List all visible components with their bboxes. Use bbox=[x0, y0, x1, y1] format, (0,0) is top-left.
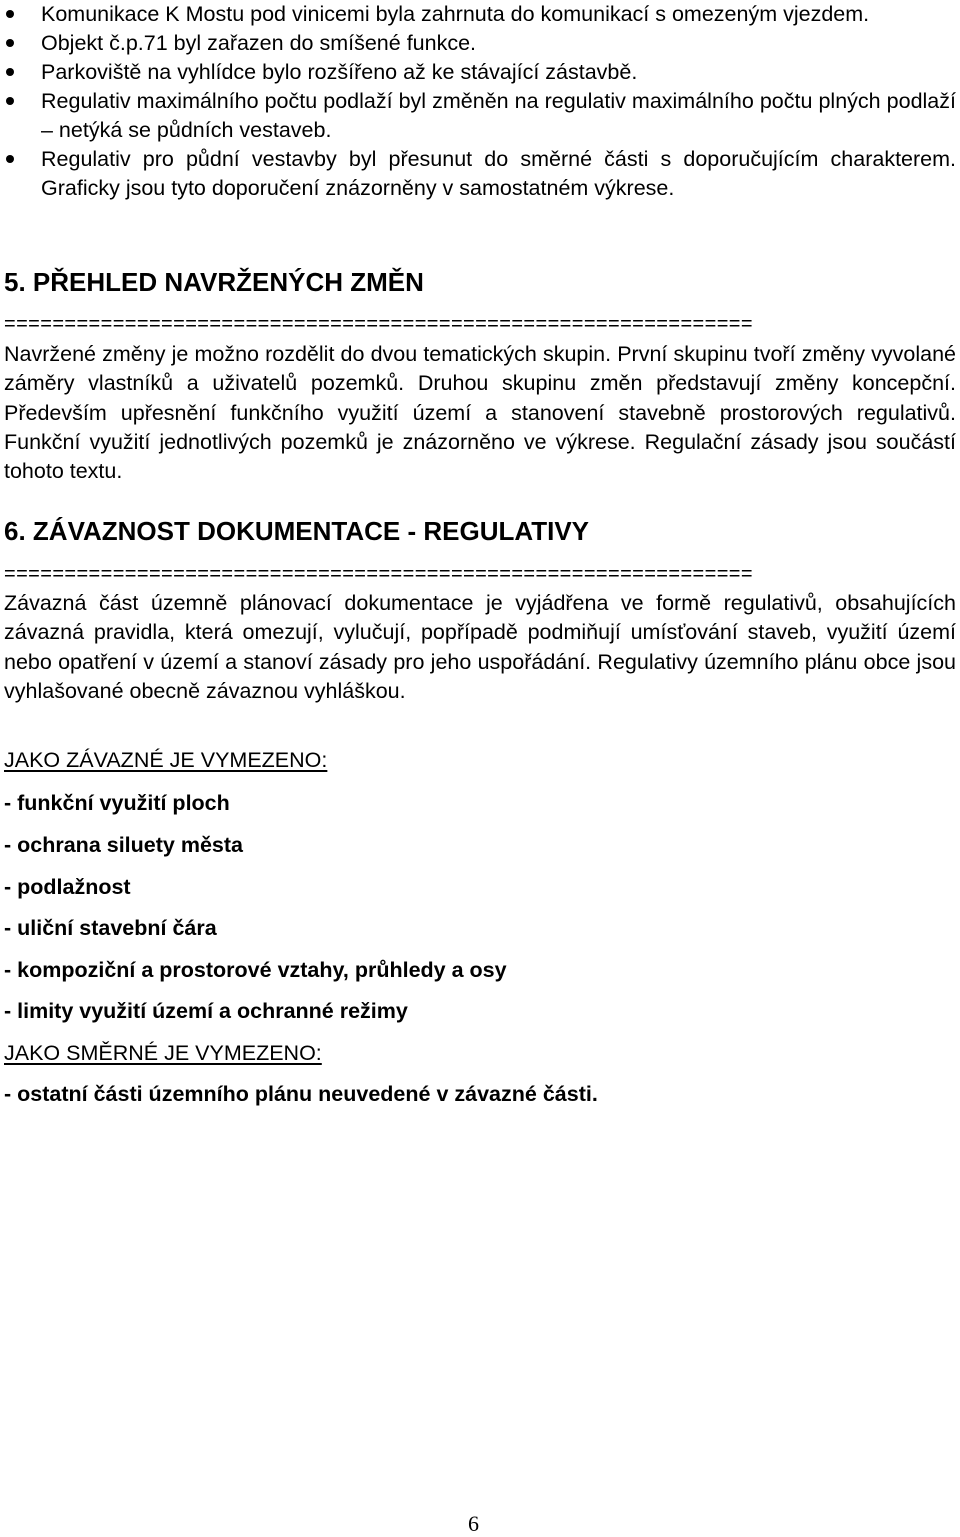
bullet-text: Komunikace K Mostu pod vinicemi byla zahrnuta do komunikací s omezeným vjezdem. bbox=[41, 2, 870, 26]
binding-heading: JAKO ZÁVAZNÉ JE VYMEZENO: bbox=[4, 748, 328, 772]
bullet-dot-icon bbox=[6, 39, 14, 47]
bullet-text: Regulativ maximálního počtu podlaží byl změněn na regulativ maximálního počtu plných podlaží – netýká se půdních vestaveb. bbox=[41, 89, 956, 142]
bullet-dot-icon bbox=[6, 97, 14, 105]
bullet-text: Objekt č.p.71 byl zařazen do smíšené funkce. bbox=[41, 31, 477, 55]
bullet-item bbox=[4, 0, 956, 29]
binding-item: - ochrana siluety města bbox=[4, 833, 243, 857]
bullet-item bbox=[4, 145, 956, 203]
binding-item: - limity využití území a ochranné režimy bbox=[4, 999, 408, 1023]
binding-item: - funkční využití ploch bbox=[4, 791, 230, 815]
section-5-title: 5. PŘEHLED NAVRŽENÝCH ZMĚN bbox=[4, 267, 424, 297]
bullet-item bbox=[4, 87, 956, 145]
bullet-text: Parkoviště na vyhlídce bylo rozšířeno až ke stávající zástavbě. bbox=[41, 60, 638, 84]
changes-bullet-list bbox=[4, 0, 956, 203]
bullet-text: Regulativ pro půdní vestavby byl přesunut do směrné části s doporučujícím charakterem. Graficky jsou tyto doporučení znázorněny v samostatném výkrese. bbox=[41, 147, 956, 200]
bullet-item bbox=[4, 58, 956, 87]
bullet-item bbox=[4, 29, 956, 58]
bullet-dot-icon bbox=[6, 10, 14, 18]
section-5-paragraph: Navržené změny je možno rozdělit do dvou tematických skupin. První skupinu tvoří změny vyvolané záměry vlastníků a uživatelů pozemků. Druhou skupinu změn představují změny koncepční. Především upřesnění funkčního využití území a stanovení stavebně prostorových regulativů. Funkční využití jednotlivých pozemků je znázorněno ve výkrese. Regulační zásady jsou součástí tohoto textu. bbox=[4, 342, 956, 484]
bullet-dot-icon bbox=[6, 155, 14, 163]
binding-item: - podlažnost bbox=[4, 875, 131, 899]
section-5-rule: ============================================================== bbox=[4, 313, 753, 335]
bullet-dot-icon bbox=[6, 68, 14, 76]
page-number: 6 bbox=[468, 1511, 479, 1536]
directive-item: - ostatní části územního plánu neuvedené v závazné části. bbox=[4, 1082, 598, 1106]
binding-item: - kompoziční a prostorové vztahy, průhledy a osy bbox=[4, 958, 507, 982]
section-6-paragraph: Závazná část územně plánovací dokumentace je vyjádřena ve formě regulativů, obsahujících závazná pravidla, která omezují, vylučují, popřípadě podmiňují umísťování staveb, využití území nebo opatření v území a stanoví zásady pro jeho uspořádání. Regulativy územního plánu obce jsou vyhlašované obecně závaznou vyhláškou. bbox=[4, 591, 956, 703]
binding-item: - uliční stavební čára bbox=[4, 916, 217, 940]
directive-heading: JAKO SMĚRNÉ JE VYMEZENO: bbox=[4, 1041, 322, 1065]
section-6-title: 6. ZÁVAZNOST DOKUMENTACE - REGULATIVY bbox=[4, 516, 589, 546]
section-6-rule: ============================================================== bbox=[4, 563, 753, 585]
